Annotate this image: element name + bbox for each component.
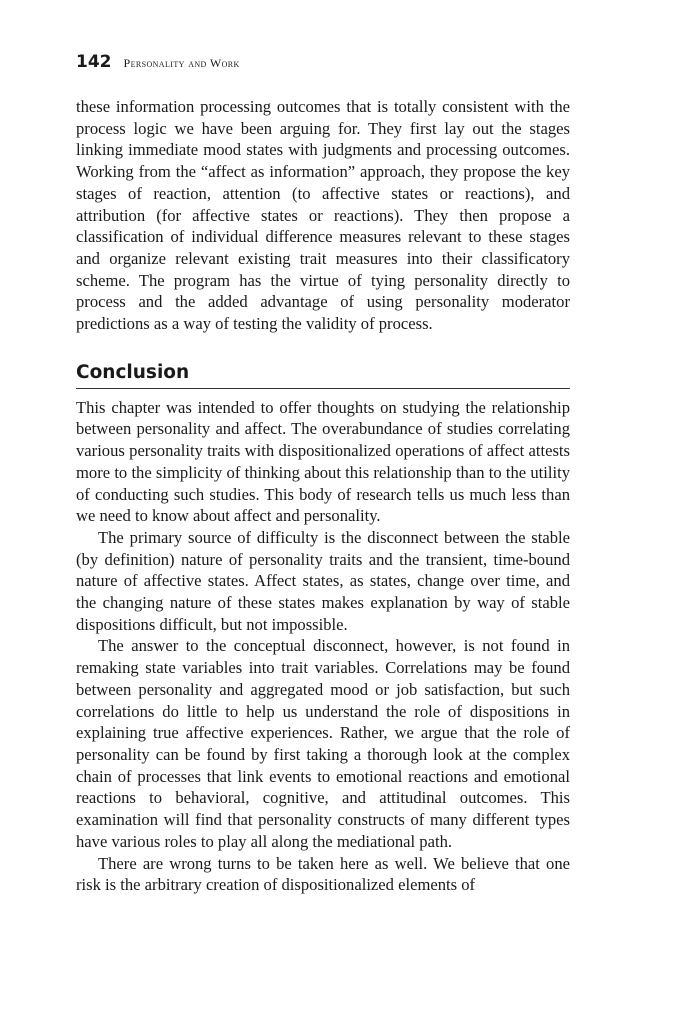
section-heading-conclusion: Conclusion	[76, 361, 570, 389]
running-head	[76, 52, 570, 76]
conclusion-paragraph-1: This chapter was intended to offer thoughts on studying the relationship between personality and affect. The overabundance of studies correlating various personality traits with dispositionalized operations of affect attests more to the simplicity of thinking about this relationship than to the utility of conducting such studies. This body of research tells us much less than we need to know about affect and personality.	[76, 397, 570, 526]
page-number: 142	[76, 52, 112, 72]
conclusion-paragraph-3: The answer to the conceptual disconnect, however, is not found in remaking state variables into trait variables. Correlations may be found between personality and aggregated mood or job satisfaction, but such correlations do little to help us understand the role of dispositions in explaining true affective experiences. Rather, we argue that the role of personality can be found by first taking a thorough look at the complex chain of processes that link events to emotional reactions and emotional reactions to behavioral, cognitive, and attitudinal outcomes. This examination will find that personality constructs of many different types have various roles to play all along the mediational path.	[76, 636, 570, 851]
conclusion-paragraph-4: There are wrong turns to be taken here as well. We believe that one risk is the arbitrary creation of dispositionalized elements of	[76, 853, 570, 895]
intro-paragraph: these information processing outcomes that is totally consistent with the process logic we have been arguing for. They first lay out the stages linking immediate mood states with judgments and processing outcomes. Working from the “affect as information” approach, they propose the key stages of reaction, attention (to affective states or reactions), and attribution (for affective states or reactions). They then propose a classification of individual difference measures relevant to these stages and organize relevant existing trait measures into their classificatory scheme. The program has the virtue of tying personality directly to process and the added advantage of using personality moderator predictions as a way of testing the validity of process.	[76, 97, 570, 334]
running-title: Personality and Work	[123, 56, 240, 70]
conclusion-paragraph-2: The primary source of difficulty is the disconnect between the stable (by definition) nature of personality traits and the transient, time-bound nature of affective states. Affect states, as states, change over time, and the changing nature of these states makes explanation by way of stable dispositions difficult, but not impossible.	[76, 527, 570, 634]
book-page	[76, 52, 570, 896]
